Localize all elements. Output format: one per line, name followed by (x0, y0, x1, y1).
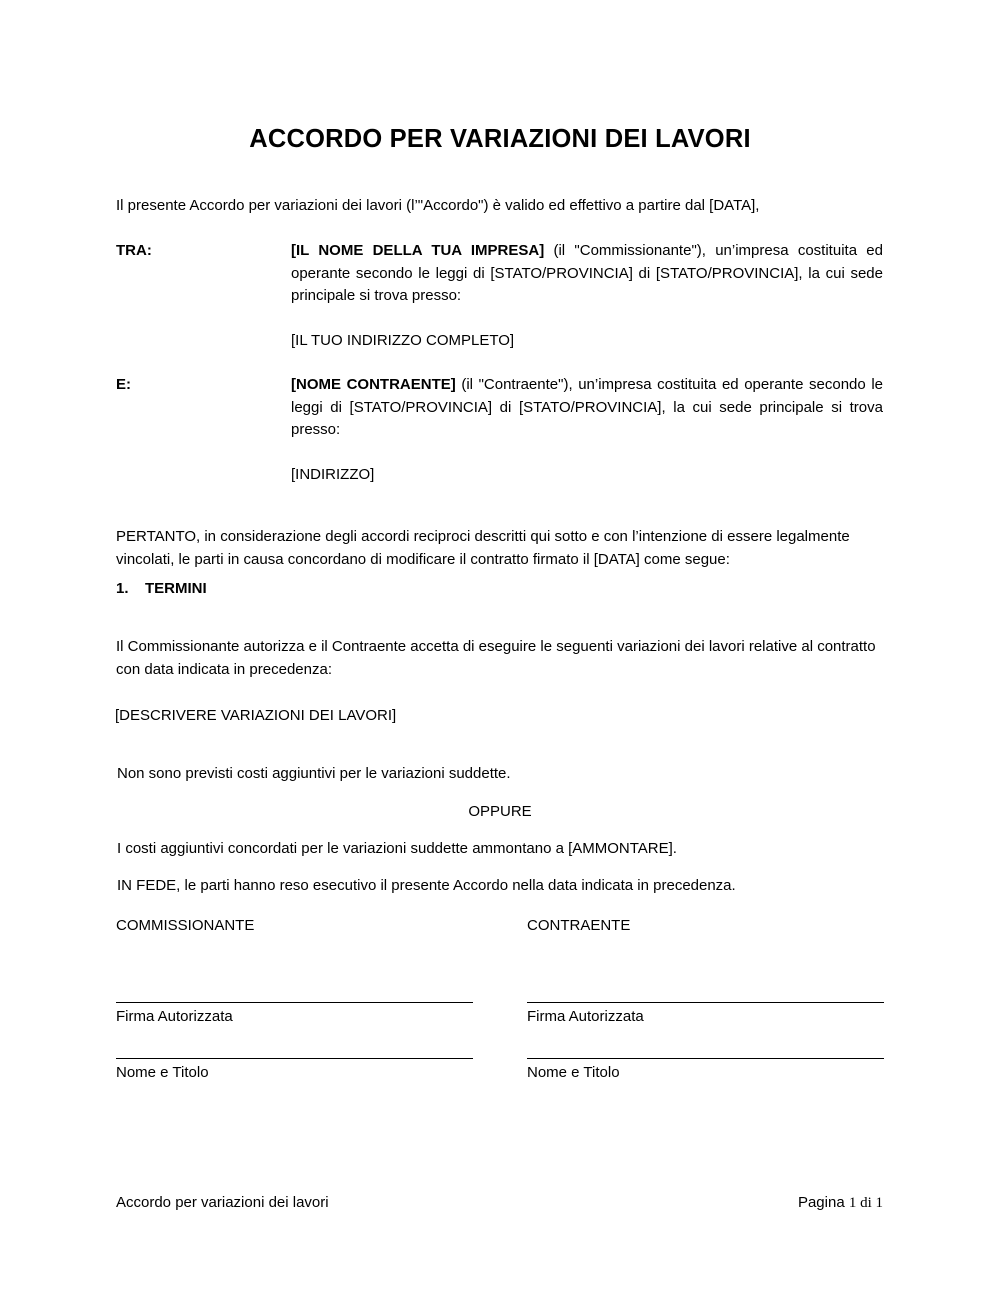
footer-page-number (798, 1194, 883, 1212)
party-block-commissionante (116, 240, 883, 352)
no-additional-cost-text: Non sono previsti costi aggiuntivi per le variazioni suddette. (117, 765, 511, 782)
section-heading-termini (116, 580, 207, 597)
name-title-field-left (116, 1058, 473, 1081)
party-address-e: [INDIRIZZO] (291, 465, 375, 483)
party-label-tra: TRA: (116, 242, 152, 259)
name-title-rule-right[interactable] (527, 1058, 884, 1059)
party-address-tra: [IL TUO INDIRIZZO COMPLETO] (291, 331, 515, 349)
recital-paragraph: PERTANTO, in considerazione degli accordi reciproci descritti qui sotto e con l’intenzione di essere legalmente vincolati, le parti in causa concordano di modificare il contratto firmato il [DATA] come segue: (116, 528, 850, 568)
footer-page-count: 1 di 1 (848, 1195, 883, 1211)
party-label-e: E: (116, 376, 131, 393)
section-number: 1. (116, 580, 129, 597)
party-name-tra: [IL NOME DELLA TUA IMPRESA] (291, 242, 545, 259)
section-body-termini: Il Commissionante autorizza e il Contraente accetta di eseguire le seguenti variazioni dei lavori relative al contratto con data indicata in precedenza: (116, 638, 876, 678)
name-title-caption-right: Nome e Titolo (527, 1064, 620, 1081)
name-title-field-right (527, 1058, 884, 1081)
signature-heading-contraente: CONTRAENTE (527, 917, 631, 934)
name-title-rule-left[interactable] (116, 1058, 473, 1059)
footer-document-name: Accordo per variazioni dei lavori (116, 1194, 329, 1211)
or-divider: OPPURE (468, 803, 532, 820)
intro-paragraph: Il presente Accordo per variazioni dei lavori (l’"Accordo") è valido ed effettivo a partire dal [DATA], (116, 197, 760, 214)
signature-heading-commissionante: COMMISSIONANTE (116, 917, 255, 934)
footer-page-prefix: Pagina (797, 1194, 849, 1211)
signature-caption-left: Firma Autorizzata (116, 1008, 233, 1025)
changes-placeholder: [DESCRIVERE VARIAZIONI DEI LAVORI] (115, 707, 397, 724)
party-name-e: [NOME CONTRAENTE] (291, 376, 456, 393)
signature-caption-right: Firma Autorizzata (527, 1008, 644, 1025)
party-description-e: (il "Contraente"), un’impresa costituita ed operante secondo le leggi di [STATO/PROVINCIA] di [STATO/PROVINCIA], la cui sede principale si trova presso: (291, 376, 883, 438)
party-block-contraente (116, 374, 883, 486)
name-title-caption-left: Nome e Titolo (116, 1064, 209, 1081)
in-witness-text: IN FEDE, le parti hanno reso esecutivo il presente Accordo nella data indicata in precedenza. (117, 877, 736, 894)
party-body-e (291, 374, 883, 442)
signature-field-left (116, 1002, 473, 1025)
signature-rule-left[interactable] (116, 1002, 473, 1003)
signature-rule-right[interactable] (527, 1002, 884, 1003)
additional-cost-text: I costi aggiuntivi concordati per le variazioni suddette ammontano a [AMMONTARE]. (117, 840, 677, 857)
party-description-tra: (il "Commissionante"), un’impresa costituita ed operante secondo le leggi di [STATO/PROVINCIA] di [STATO/PROVINCIA], la cui sede principale si trova presso: (291, 242, 883, 304)
section-title: TERMINI (145, 580, 207, 597)
signature-field-right (527, 1002, 884, 1025)
page-title: ACCORDO PER VARIAZIONI DEI LAVORI (249, 125, 751, 154)
party-body-tra (291, 240, 883, 308)
